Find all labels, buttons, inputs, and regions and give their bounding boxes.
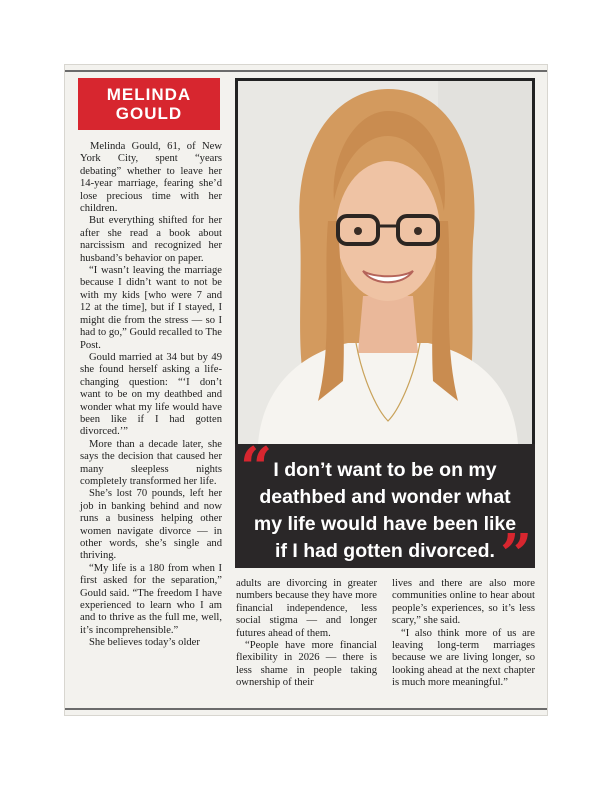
paragraph: She’s lost 70 pounds, left her job in banking behind and now runs a business helping other women navigate divorce — in other words, she’s single and thriving. bbox=[80, 488, 222, 562]
paragraph: Gould married at 34 but by 49 she found herself asking a life-changing question: “‘I don’t want to be on my deathbed and wonder what my life would have been like if I had gotten divorced.’” bbox=[80, 351, 222, 438]
paragraph: “My life is a 180 from when I first asked for the separation,” Gould said. “The freedom I have experienced to learn who I am and to thrive as the full me, well, it’s incomprehensible.” bbox=[80, 562, 222, 636]
article-column-2 bbox=[236, 578, 377, 690]
top-rule bbox=[65, 70, 547, 72]
paragraph: But everything shifted for her after she read a book about narcissism and recognized her husband’s behavior on paper. bbox=[80, 215, 222, 264]
paragraph: “People have more financial flexibility in 2026 — there is less shame in people taking ownership of their bbox=[236, 640, 377, 689]
paragraph: lives and there are also more communities online to hear about people’s experiences, so it’s less scary,” she said. bbox=[392, 578, 535, 627]
name-label-last: GOULD bbox=[115, 104, 183, 123]
pull-quote-line: my life would have been like bbox=[253, 513, 517, 535]
portrait-photo bbox=[235, 78, 535, 444]
pull-quote-line: if I had gotten divorced. bbox=[275, 540, 495, 562]
open-quote-icon: “ bbox=[240, 435, 273, 501]
paragraph: More than a decade later, she says the decision that caused her many sleepless nights completely transformed her life. bbox=[80, 438, 222, 487]
name-label-first: MELINDA bbox=[106, 85, 192, 104]
pull-quote-line: deathbed and wonder what bbox=[259, 486, 511, 508]
name-label bbox=[78, 78, 220, 130]
close-quote-icon: ” bbox=[500, 522, 533, 588]
portrait-illustration bbox=[238, 81, 532, 444]
article-column-3 bbox=[392, 578, 535, 690]
pull-quote bbox=[235, 444, 535, 568]
paragraph: She believes today’s older bbox=[89, 637, 200, 649]
article-column-1 bbox=[80, 141, 222, 650]
bottom-rule bbox=[65, 708, 547, 710]
paragraph: Melinda Gould, 61, of New York City, spent “years debating” whether to leave her 14-year marriage, fearing she’d lose precious time with her children. bbox=[80, 141, 222, 215]
paragraph: adults are divorcing in greater numbers because they have more financial independence, less social stigma — and longer futures ahead of them. bbox=[236, 578, 377, 639]
paragraph: “I wasn’t leaving the marriage because I didn’t want to not be with my kids [who were 7 and 12 at the time], but if I stayed, I might die from the stress — so I had to go,” Gould recalled to The Post. bbox=[80, 265, 222, 351]
paragraph: “I also think more of us are leaving long-term marriages because we are living longer, so looking ahead at the next chapter is much more meaningful.” bbox=[392, 627, 535, 689]
pull-quote-line: I don’t want to be on my bbox=[273, 459, 497, 481]
